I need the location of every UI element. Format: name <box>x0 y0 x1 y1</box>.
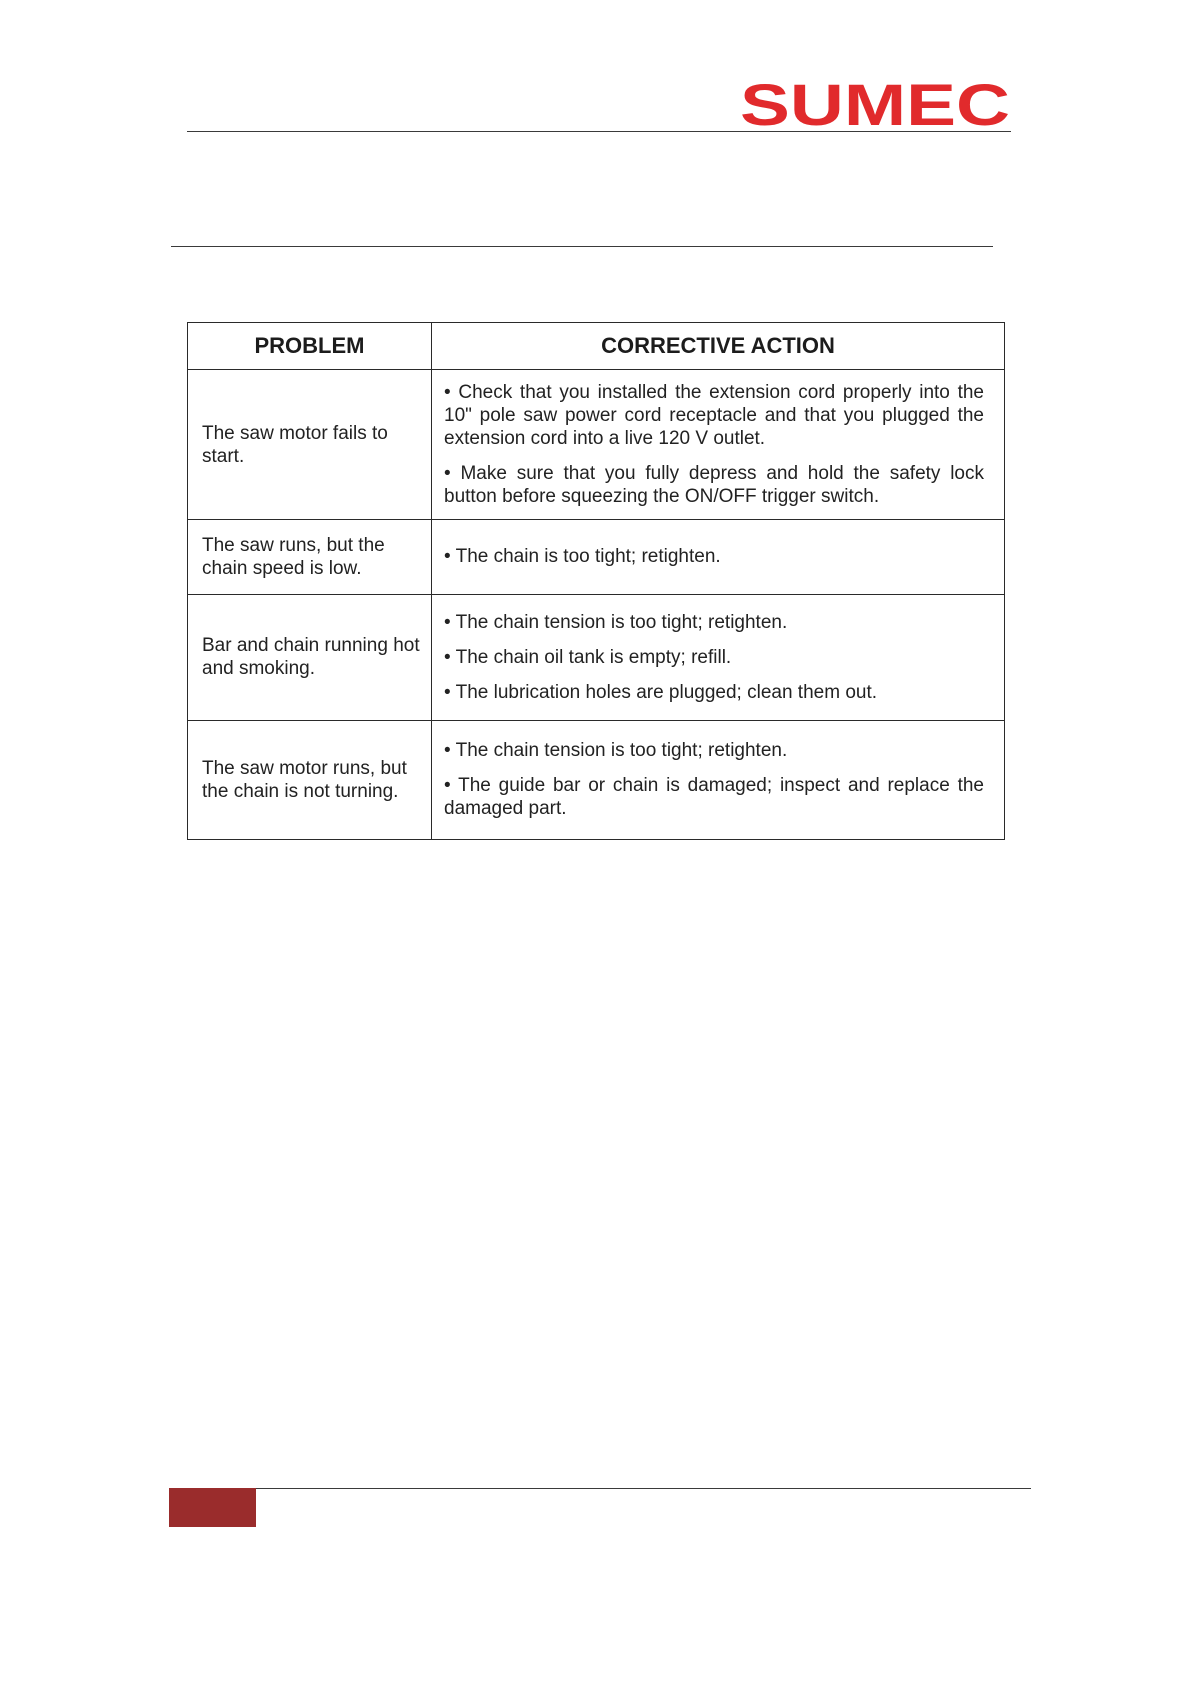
corrective-action-column-header: CORRECTIVE ACTION <box>432 323 1005 370</box>
table-row <box>188 720 1005 839</box>
table-header-row <box>188 323 1005 370</box>
action-item: • The lubrication holes are plugged; clean them out. <box>444 681 878 703</box>
troubleshooting-table <box>187 322 1005 840</box>
action-item: • Make sure that you fully depress and hold the safety lock button before squeezing the ON/OFF trigger switch. <box>444 463 984 508</box>
action-cell <box>432 720 1005 839</box>
action-item: • The chain tension is too tight; retighten. <box>444 611 788 633</box>
sumec-logo-text: SUMEC <box>740 73 1010 138</box>
action-item: • The chain tension is too tight; retighten. <box>444 740 788 762</box>
table-row <box>188 594 1005 720</box>
table-row <box>188 520 1005 594</box>
action-item: • Check that you installed the extension cord properly into the 10" pole saw power cord receptacle and that you plugged the extension cord into a live 120 V outlet. <box>444 382 984 450</box>
problem-cell: The saw motor fails to start. <box>188 370 432 520</box>
footer-divider <box>169 1488 1031 1489</box>
table-row <box>188 370 1005 520</box>
action-cell <box>432 520 1005 594</box>
footer-color-block <box>169 1488 256 1527</box>
sumec-logo <box>740 73 1010 138</box>
action-item: • The chain is too tight; retighten. <box>444 546 721 568</box>
problem-column-header: PROBLEM <box>188 323 432 370</box>
problem-cell: The saw runs, but the chain speed is low. <box>188 520 432 594</box>
action-item: • The chain oil tank is empty; refill. <box>444 646 732 668</box>
action-cell <box>432 594 1005 720</box>
action-item: • The guide bar or chain is damaged; inspect and replace the damaged part. <box>444 775 984 820</box>
problem-cell: The saw motor runs, but the chain is not turning. <box>188 720 432 839</box>
action-cell <box>432 370 1005 520</box>
header-divider <box>187 131 1011 132</box>
section-divider <box>171 246 993 247</box>
problem-cell: Bar and chain running hot and smoking. <box>188 594 432 720</box>
